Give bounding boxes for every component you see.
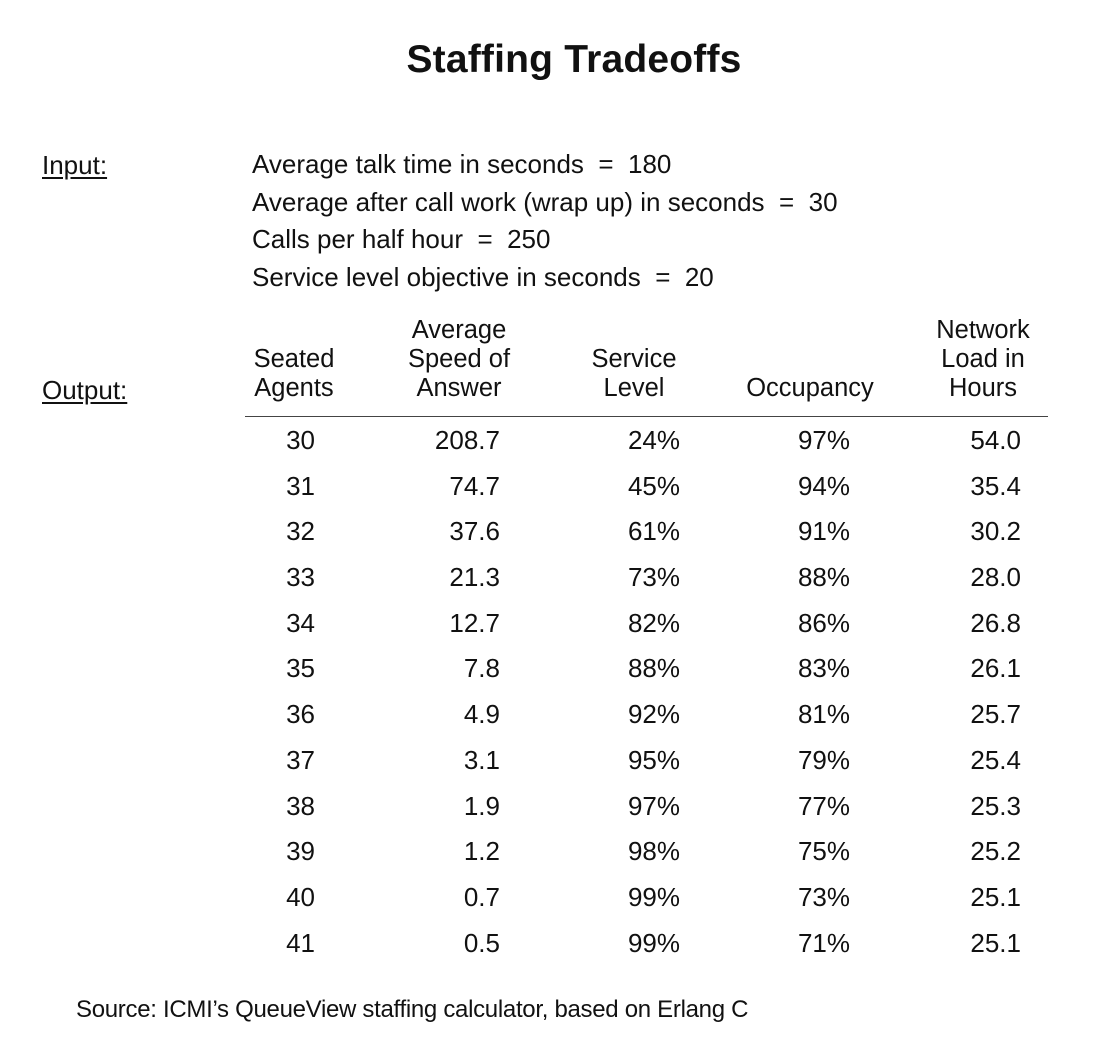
page-title: Staffing Tradeoffs <box>406 38 742 81</box>
input-label: Input: <box>42 150 108 180</box>
cell-service-level: 99% <box>627 927 680 958</box>
cell-network-load: 25.2 <box>970 836 1021 867</box>
table-row <box>0 418 1098 464</box>
cell-network-load: 35.4 <box>970 470 1021 501</box>
table-row <box>0 784 1098 830</box>
cell-occupancy: 88% <box>797 562 850 593</box>
cell-occupancy: 91% <box>797 516 850 547</box>
cell-network-load: 25.1 <box>970 881 1021 912</box>
cell-average-speed-of-answer: 208.7 <box>434 425 500 455</box>
cell-average-speed-of-answer: 37.6 <box>449 516 500 547</box>
cell-occupancy: 86% <box>797 607 850 638</box>
input-after-call-work: Average after call work (wrap up) in seconds = 30 <box>252 186 838 217</box>
cell-network-load: 30.2 <box>970 516 1021 547</box>
header-divider <box>245 416 1048 417</box>
cell-average-speed-of-answer: 7.8 <box>463 653 500 684</box>
cell-seated-agents: 30 <box>286 425 315 455</box>
cell-service-level: 97% <box>627 790 680 821</box>
cell-occupancy: 75% <box>797 836 850 867</box>
cell-average-speed-of-answer: 1.9 <box>463 790 500 821</box>
cell-average-speed-of-answer: 1.2 <box>463 836 500 867</box>
cell-seated-agents: 31 <box>286 470 315 501</box>
cell-service-level: 99% <box>627 881 680 912</box>
output-label: Output: <box>42 375 128 405</box>
table-row <box>0 692 1098 738</box>
cell-network-load: 26.1 <box>970 653 1021 684</box>
cell-service-level: 73% <box>627 562 680 593</box>
cell-network-load: 54.0 <box>970 425 1021 455</box>
cell-average-speed-of-answer: 3.1 <box>463 744 500 775</box>
table-row <box>0 509 1098 555</box>
cell-seated-agents: 36 <box>286 699 315 730</box>
table-row <box>0 875 1098 921</box>
cell-network-load: 25.4 <box>970 744 1021 775</box>
cell-service-level: 88% <box>627 653 680 684</box>
cell-occupancy: 77% <box>797 790 850 821</box>
column-header-average-speed-of-answer: Average Speed of Answer <box>407 316 511 402</box>
cell-service-level: 61% <box>627 516 680 547</box>
cell-occupancy: 81% <box>797 699 850 730</box>
cell-service-level: 98% <box>627 836 680 867</box>
table-row <box>0 738 1098 784</box>
cell-service-level: 24% <box>627 425 680 455</box>
cell-occupancy: 83% <box>797 653 850 684</box>
cell-occupancy: 94% <box>797 470 850 501</box>
table-row <box>0 601 1098 647</box>
cell-average-speed-of-answer: 0.5 <box>463 927 500 958</box>
cell-seated-agents: 35 <box>286 653 315 684</box>
cell-occupancy: 71% <box>797 927 850 958</box>
cell-seated-agents: 39 <box>286 836 315 867</box>
cell-average-speed-of-answer: 21.3 <box>449 562 500 593</box>
table-row <box>0 646 1098 692</box>
cell-seated-agents: 38 <box>286 790 315 821</box>
cell-seated-agents: 41 <box>286 927 315 958</box>
cell-service-level: 45% <box>627 470 680 501</box>
cell-average-speed-of-answer: 12.7 <box>449 607 500 638</box>
table-row <box>0 829 1098 875</box>
cell-network-load: 28.0 <box>970 562 1021 593</box>
input-talk-time: Average talk time in seconds = 180 <box>252 149 672 179</box>
cell-seated-agents: 37 <box>286 744 315 775</box>
column-header-seated-agents: Seated Agents <box>253 345 335 402</box>
table-row <box>0 464 1098 510</box>
cell-service-level: 95% <box>627 744 680 775</box>
cell-network-load: 26.8 <box>970 607 1021 638</box>
column-header-network-load: Network Load in Hours <box>936 316 1030 402</box>
cell-average-speed-of-answer: 4.9 <box>463 699 500 730</box>
input-service-level-objective: Service level objective in seconds = 20 <box>252 261 714 292</box>
cell-network-load: 25.3 <box>970 790 1021 821</box>
cell-network-load: 25.7 <box>970 699 1021 730</box>
cell-seated-agents: 34 <box>286 607 315 638</box>
source-note: Source: ICMI’s QueueView staffing calculator, based on Erlang C <box>76 996 749 1023</box>
input-calls-per-half-hour: Calls per half hour = 250 <box>252 224 551 254</box>
cell-average-speed-of-answer: 0.7 <box>463 881 500 912</box>
results-table <box>0 418 1098 966</box>
column-header-service-level: Service Level <box>591 345 677 402</box>
cell-occupancy: 79% <box>797 744 850 775</box>
column-header-occupancy: Occupancy <box>746 374 874 402</box>
cell-occupancy: 73% <box>797 881 850 912</box>
table-row <box>0 555 1098 601</box>
cell-occupancy: 97% <box>797 425 850 455</box>
cell-service-level: 82% <box>627 607 680 638</box>
input-parameters <box>252 146 838 296</box>
table-row <box>0 921 1098 967</box>
cell-seated-agents: 32 <box>286 516 315 547</box>
cell-seated-agents: 33 <box>286 562 315 593</box>
cell-seated-agents: 40 <box>286 881 315 912</box>
cell-service-level: 92% <box>627 699 680 730</box>
cell-average-speed-of-answer: 74.7 <box>449 470 500 501</box>
cell-network-load: 25.1 <box>970 927 1021 958</box>
